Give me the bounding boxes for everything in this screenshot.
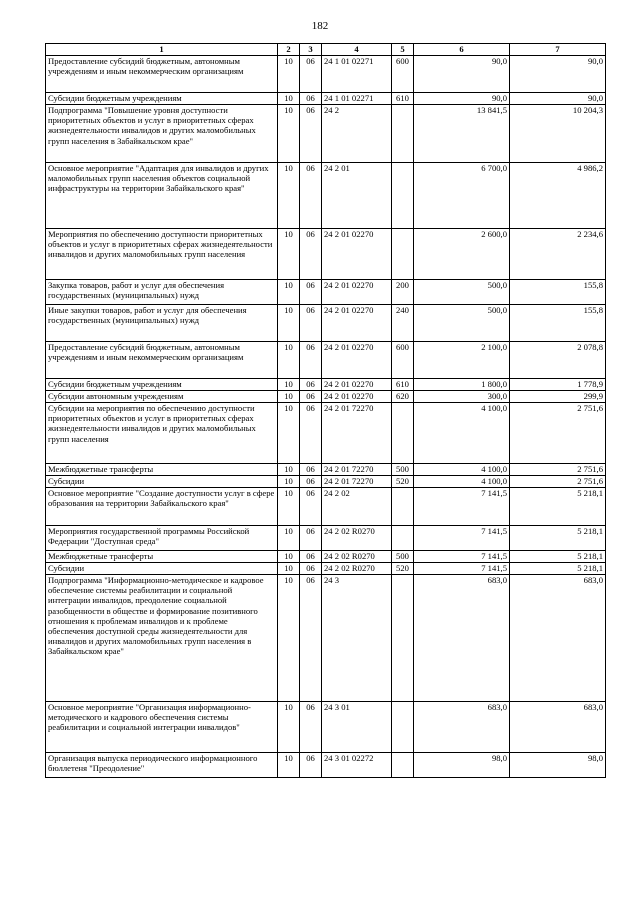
row-amount-planned: 4 100,0 — [414, 464, 510, 476]
row-expense-type — [392, 753, 414, 778]
row-target-code: 24 2 02 R0270 — [322, 563, 392, 575]
row-section: 10 — [278, 391, 300, 403]
row-amount-executed: 5 218,1 — [510, 488, 606, 526]
row-expense-type: 610 — [392, 379, 414, 391]
table-row — [46, 391, 606, 403]
table-row — [46, 105, 606, 163]
row-amount-executed: 683,0 — [510, 575, 606, 702]
row-target-code: 24 2 01 72270 — [322, 476, 392, 488]
row-expense-type — [392, 575, 414, 702]
row-name: Организация выпуска периодического информационного бюллетеня "Преодоление" — [46, 753, 278, 778]
row-target-code: 24 2 01 72270 — [322, 403, 392, 464]
row-expense-type: 620 — [392, 391, 414, 403]
row-subsection: 06 — [300, 526, 322, 551]
row-subsection: 06 — [300, 391, 322, 403]
row-target-code: 24 2 01 02270 — [322, 391, 392, 403]
row-name: Подпрограмма "Повышение уровня доступности приоритетных объектов и услуг в приоритетных сферах жизнедеятельности инвалидов и других маломобильных групп населения в Забайкальском крае" — [46, 105, 278, 163]
row-amount-executed: 155,8 — [510, 280, 606, 305]
table-row — [46, 702, 606, 753]
row-amount-executed: 5 218,1 — [510, 551, 606, 563]
row-amount-planned: 4 100,0 — [414, 403, 510, 464]
row-expense-type — [392, 229, 414, 280]
row-section: 10 — [278, 163, 300, 229]
row-name: Субсидии на мероприятия по обеспечению доступности приоритетных объектов и услуг в приоритетных сферах жизнедеятельности инвалидов и других маломобильных групп населения — [46, 403, 278, 464]
row-amount-planned: 98,0 — [414, 753, 510, 778]
row-subsection: 06 — [300, 403, 322, 464]
row-section: 10 — [278, 753, 300, 778]
column-header: 5 — [392, 44, 414, 56]
row-amount-executed: 2 234,6 — [510, 229, 606, 280]
row-expense-type: 500 — [392, 464, 414, 476]
row-section: 10 — [278, 551, 300, 563]
row-target-code: 24 2 02 R0270 — [322, 526, 392, 551]
table-row — [46, 464, 606, 476]
row-expense-type — [392, 105, 414, 163]
row-amount-planned: 683,0 — [414, 702, 510, 753]
row-subsection: 06 — [300, 753, 322, 778]
row-amount-executed: 5 218,1 — [510, 563, 606, 575]
row-name: Основное мероприятие "Организация информационно-методического и кадрового обеспечения системы реабилитации и социальной интеграции инвалидов" — [46, 702, 278, 753]
row-name: Предоставление субсидий бюджетным, автономным учреждениям и иным некоммерческим организациям — [46, 342, 278, 379]
column-header: 7 — [510, 44, 606, 56]
row-subsection: 06 — [300, 464, 322, 476]
row-amount-planned: 500,0 — [414, 280, 510, 305]
table-row — [46, 280, 606, 305]
row-expense-type: 600 — [392, 342, 414, 379]
row-target-code: 24 2 01 — [322, 163, 392, 229]
row-name: Основное мероприятие "Адаптация для инвалидов и других маломобильных групп населения объектов социальной инфраструктуры на территории Забайкальского края" — [46, 163, 278, 229]
table-row — [46, 379, 606, 391]
row-target-code: 24 1 01 02271 — [322, 93, 392, 105]
row-name: Основное мероприятие "Создание доступности услуг в сфере образования на территории Забайкальского края" — [46, 488, 278, 526]
row-amount-planned: 13 841,5 — [414, 105, 510, 163]
row-section: 10 — [278, 488, 300, 526]
row-section: 10 — [278, 93, 300, 105]
row-name: Межбюджетные трансферты — [46, 551, 278, 563]
row-target-code: 24 2 02 R0270 — [322, 551, 392, 563]
table-row — [46, 563, 606, 575]
table-row — [46, 342, 606, 379]
row-section: 10 — [278, 476, 300, 488]
row-name: Закупка товаров, работ и услуг для обеспечения государственных (муниципальных) нужд — [46, 280, 278, 305]
row-expense-type — [392, 163, 414, 229]
row-expense-type — [392, 488, 414, 526]
row-expense-type — [392, 403, 414, 464]
row-expense-type: 500 — [392, 551, 414, 563]
row-amount-executed: 683,0 — [510, 702, 606, 753]
row-name: Субсидии — [46, 476, 278, 488]
row-name: Субсидии бюджетным учреждениям — [46, 93, 278, 105]
row-section: 10 — [278, 56, 300, 93]
row-subsection: 06 — [300, 379, 322, 391]
table-row — [46, 575, 606, 702]
row-target-code: 24 3 — [322, 575, 392, 702]
row-name: Подпрограмма "Информационно-методическое и кадровое обеспечение системы реабилитации и социальной интеграции инвалидов, преодоление социальной разобщенности в обществе и формирование позитивного отношения к проблемам инвалидов и к проблеме обеспечения доступной среды жизнедеятельности для инвалидов и других маломобильных групп населения в Забайкальском крае" — [46, 575, 278, 702]
header-row — [46, 44, 606, 56]
row-name: Субсидии — [46, 563, 278, 575]
row-amount-planned: 2 100,0 — [414, 342, 510, 379]
row-amount-planned: 7 141,5 — [414, 551, 510, 563]
row-amount-executed: 2 751,6 — [510, 476, 606, 488]
row-amount-planned: 683,0 — [414, 575, 510, 702]
row-expense-type — [392, 702, 414, 753]
row-expense-type: 200 — [392, 280, 414, 305]
row-section: 10 — [278, 229, 300, 280]
row-subsection: 06 — [300, 575, 322, 702]
row-section: 10 — [278, 702, 300, 753]
page-number: 182 — [311, 20, 329, 32]
row-target-code: 24 2 01 02270 — [322, 379, 392, 391]
column-header: 6 — [414, 44, 510, 56]
row-expense-type: 520 — [392, 563, 414, 575]
row-amount-planned: 500,0 — [414, 305, 510, 342]
row-name: Мероприятия государственной программы Российской Федерации "Доступная среда" — [46, 526, 278, 551]
row-name: Субсидии автономным учреждениям — [46, 391, 278, 403]
row-expense-type: 610 — [392, 93, 414, 105]
column-header: 2 — [278, 44, 300, 56]
row-section: 10 — [278, 379, 300, 391]
table-row — [46, 163, 606, 229]
row-amount-planned: 90,0 — [414, 93, 510, 105]
table-row — [46, 305, 606, 342]
row-subsection: 06 — [300, 342, 322, 379]
row-subsection: 06 — [300, 488, 322, 526]
row-amount-executed: 2 751,6 — [510, 464, 606, 476]
column-header: 3 — [300, 44, 322, 56]
row-section: 10 — [278, 563, 300, 575]
table-row — [46, 56, 606, 93]
row-amount-executed: 4 986,2 — [510, 163, 606, 229]
row-amount-planned: 300,0 — [414, 391, 510, 403]
row-subsection: 06 — [300, 702, 322, 753]
table-row — [46, 476, 606, 488]
row-amount-planned: 7 141,5 — [414, 563, 510, 575]
row-name: Предоставление субсидий бюджетным, автономным учреждениям и иным некоммерческим организациям — [46, 56, 278, 93]
row-section: 10 — [278, 342, 300, 379]
row-section: 10 — [278, 403, 300, 464]
column-header: 4 — [322, 44, 392, 56]
row-amount-planned: 6 700,0 — [414, 163, 510, 229]
row-target-code: 24 3 01 — [322, 702, 392, 753]
table-row — [46, 93, 606, 105]
row-target-code: 24 2 01 02270 — [322, 342, 392, 379]
table-row — [46, 753, 606, 778]
row-section: 10 — [278, 575, 300, 702]
row-amount-planned: 2 600,0 — [414, 229, 510, 280]
row-section: 10 — [278, 105, 300, 163]
row-subsection: 06 — [300, 305, 322, 342]
row-subsection: 06 — [300, 229, 322, 280]
row-amount-executed: 5 218,1 — [510, 526, 606, 551]
row-target-code: 24 1 01 02271 — [322, 56, 392, 93]
row-expense-type — [392, 526, 414, 551]
column-header: 1 — [46, 44, 278, 56]
row-amount-planned: 7 141,5 — [414, 526, 510, 551]
row-target-code: 24 2 — [322, 105, 392, 163]
row-name: Межбюджетные трансферты — [46, 464, 278, 476]
row-subsection: 06 — [300, 93, 322, 105]
row-expense-type: 240 — [392, 305, 414, 342]
row-subsection: 06 — [300, 551, 322, 563]
row-subsection: 06 — [300, 280, 322, 305]
row-amount-executed: 90,0 — [510, 93, 606, 105]
row-section: 10 — [278, 464, 300, 476]
row-expense-type: 520 — [392, 476, 414, 488]
row-name: Субсидии бюджетным учреждениям — [46, 379, 278, 391]
table-row — [46, 551, 606, 563]
row-subsection: 06 — [300, 105, 322, 163]
row-target-code: 24 2 01 02270 — [322, 229, 392, 280]
row-target-code: 24 3 01 02272 — [322, 753, 392, 778]
row-target-code: 24 2 02 — [322, 488, 392, 526]
table-row — [46, 526, 606, 551]
table-row — [46, 403, 606, 464]
row-name: Иные закупки товаров, работ и услуг для обеспечения государственных (муниципальных) нужд — [46, 305, 278, 342]
row-amount-executed: 2 751,6 — [510, 403, 606, 464]
row-section: 10 — [278, 280, 300, 305]
row-amount-planned: 7 141,5 — [414, 488, 510, 526]
row-section: 10 — [278, 526, 300, 551]
row-amount-executed: 90,0 — [510, 56, 606, 93]
row-amount-planned: 4 100,0 — [414, 476, 510, 488]
table-row — [46, 488, 606, 526]
row-amount-executed: 299,9 — [510, 391, 606, 403]
row-subsection: 06 — [300, 476, 322, 488]
table-row — [46, 229, 606, 280]
row-amount-executed: 155,8 — [510, 305, 606, 342]
row-amount-executed: 98,0 — [510, 753, 606, 778]
row-amount-planned: 1 800,0 — [414, 379, 510, 391]
budget-table — [45, 43, 606, 778]
row-target-code: 24 2 01 02270 — [322, 280, 392, 305]
row-name: Мероприятия по обеспечению доступности приоритетных объектов и услуг в приоритетных сферах жизнедеятельности инвалидов и других маломобильных групп населения — [46, 229, 278, 280]
row-target-code: 24 2 01 72270 — [322, 464, 392, 476]
row-amount-executed: 1 778,9 — [510, 379, 606, 391]
row-subsection: 06 — [300, 563, 322, 575]
row-target-code: 24 2 01 02270 — [322, 305, 392, 342]
row-expense-type: 600 — [392, 56, 414, 93]
row-amount-executed: 2 078,8 — [510, 342, 606, 379]
row-section: 10 — [278, 305, 300, 342]
row-amount-planned: 90,0 — [414, 56, 510, 93]
row-subsection: 06 — [300, 56, 322, 93]
row-subsection: 06 — [300, 163, 322, 229]
row-amount-executed: 10 204,3 — [510, 105, 606, 163]
